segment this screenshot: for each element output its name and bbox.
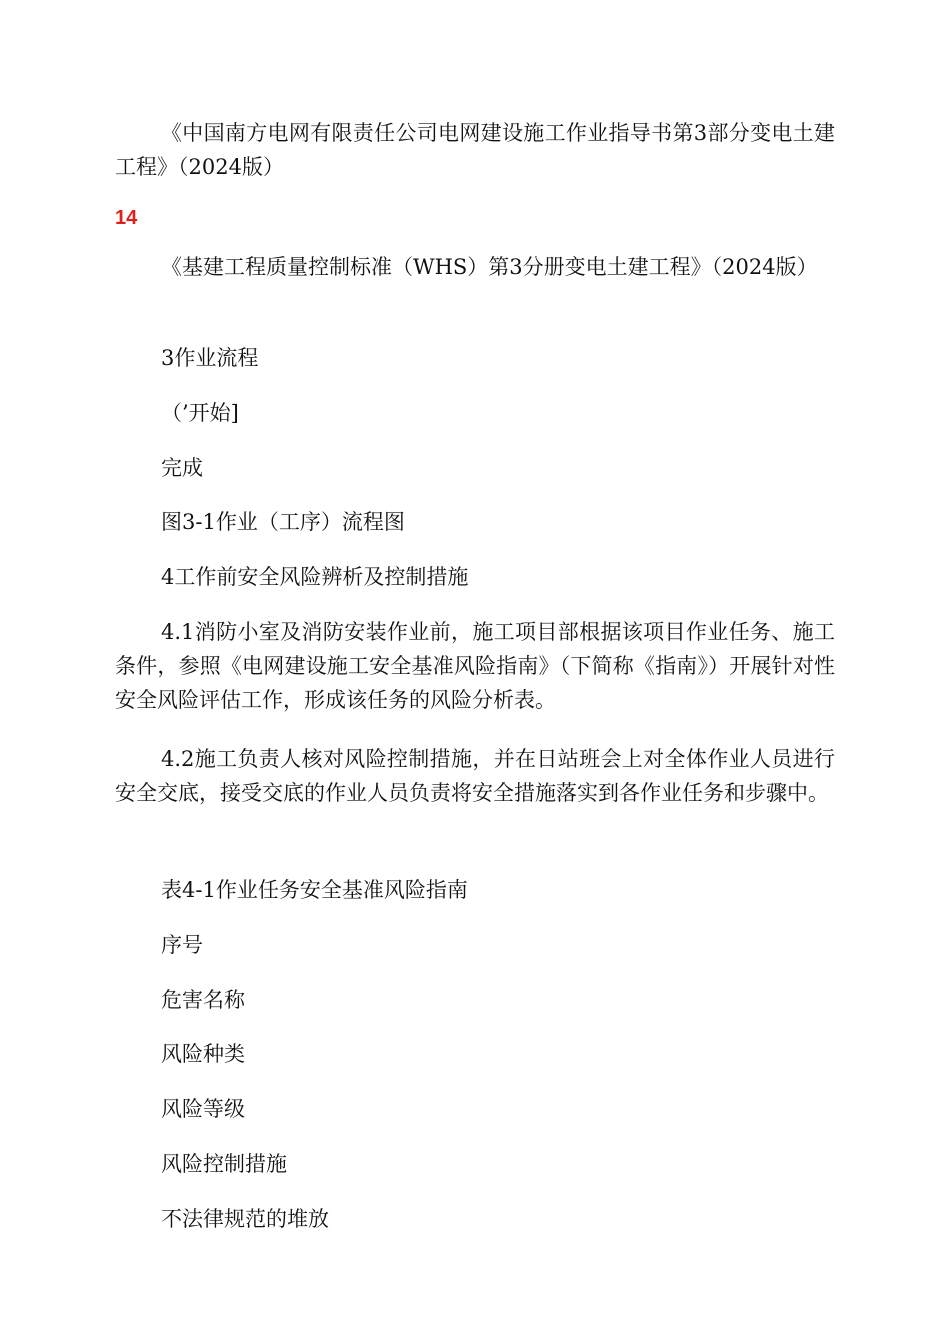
flow-start: （’开始]	[161, 401, 239, 425]
table-header-index: 序号	[161, 933, 203, 957]
paragraph-4-2: 4.2施工负责人核对风险控制措施，并在日站班会上对全体作业人员进行安全交底，接受交底的作业人员负责将安全措施落实到各作业任务和步骤中。	[115, 747, 835, 805]
page-number: 14	[115, 207, 138, 229]
paragraph-4-1: 4.1消防小室及消防安装作业前，施工项目部根据该项目作业任务、施工条件，参照《电网建设施工安全基准风险指南》（下简称《指南》）开展针对性安全风险评估工作，形成该任务的风险分析表。	[115, 620, 835, 712]
section-4-title: 4工作前安全风险辨析及控制措施	[161, 565, 469, 589]
figure-caption: 图3-1作业（工序）流程图	[161, 510, 405, 534]
table-header-risk-level: 风险等级	[161, 1097, 245, 1121]
table-header-control-measures: 风险控制措施	[161, 1152, 287, 1176]
flow-end: 完成	[161, 456, 203, 480]
table-cell-hazard: 不法律规范的堆放	[161, 1207, 329, 1231]
table-header-risk-type: 风险种类	[161, 1042, 245, 1066]
reference-2: 《基建工程质量控制标准（WHS）第3分册变电土建工程》（2024版）	[161, 255, 818, 279]
section-3-title: 3作业流程	[161, 346, 259, 370]
table-caption: 表4-1作业任务安全基准风险指南	[161, 878, 468, 902]
table-header-hazard: 危害名称	[161, 988, 245, 1012]
reference-1: 《中国南方电网有限责任公司电网建设施工作业指导书第3部分变电土建工程》（2024版）	[115, 121, 835, 179]
